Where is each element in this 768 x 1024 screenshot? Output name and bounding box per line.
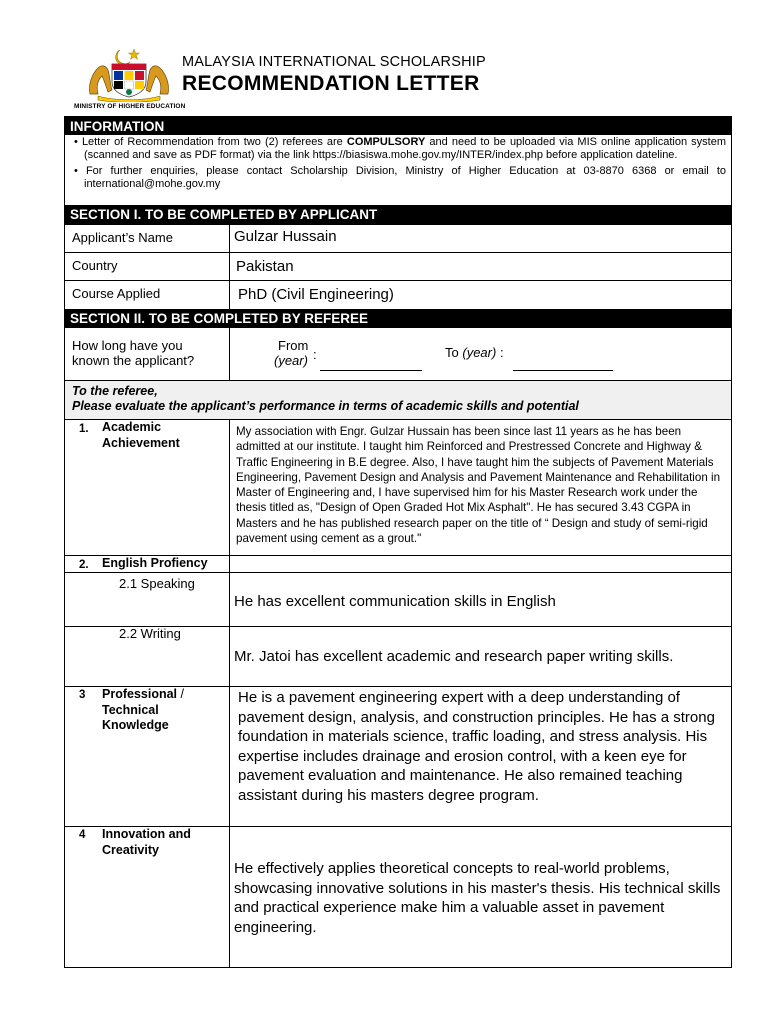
item21-answer: He has excellent communication skills in English (234, 593, 556, 610)
from-colon: : (313, 347, 317, 362)
item4-answer: He effectively applies theoretical concepts to real-world problems, showcasing innovative solutions in his master's thesis. His technical skills and practical experience make him a valuable asset in pavement engineering. (234, 860, 721, 936)
course-label: Course Applied (72, 286, 161, 301)
to-year-blank (513, 370, 613, 371)
item2-label: English Profiency (102, 556, 208, 570)
info-bullet-2: • For further enquiries, please contact Scholarship Division, Ministry of Higher Education at 03-8870 6368 or email to international@mohe.gov.my (74, 165, 726, 190)
item2-number: 2. (79, 559, 89, 571)
from-label: From (278, 338, 309, 353)
information-heading: INFORMATION (65, 117, 731, 135)
item3-number: 3 (79, 689, 86, 701)
item4-label: Innovation and Creativity (102, 827, 191, 857)
country-label: Country (72, 258, 118, 273)
item22-answer: Mr. Jatoi has excellent academic and research paper writing skills. (234, 648, 674, 665)
info-bullet-1: • Letter of Recommendation from two (2) referees are COMPULSORY and need to be uploaded via MIS online application system (scanned and save as PDF format) via the link https://biasiswa.mohe.gov.my/INTER/index.php before application dateline. (74, 136, 727, 161)
referee-instruction: To the referee, Please evaluate the applicant’s performance in terms of academic skills and potential (72, 384, 579, 413)
item3-label: Professional / Technical Knowledge (102, 687, 184, 732)
item22-label: 2.2 Writing (119, 626, 181, 641)
country-value: Pakistan (236, 258, 294, 275)
item21-label: 2.1 Speaking (119, 576, 195, 591)
item1-number: 1. (79, 423, 89, 435)
to-label: To (year) : (445, 345, 504, 360)
from-year-label: (year) (274, 353, 308, 368)
item1-answer: My association with Engr. Gulzar Hussain has been since last 11 years as he has been admitted at our institute. I taught him Reinforced and Prestressed Concrete and Highway & Traffic Engineering in B.E degree. Also, I have taught him the subjects of Pavement Materials Engineering, Pavement Design and Analysis and Pavement Maintenance and Rehabilitation in Master of Engineering and, I have supervised him for his Master Research work under the thesis titled as, "Design of Open Graded Hot Mix Asphalt". He has secured 3.43 CGPA in Masters and he has published research paper on the title of “ Design and study of semi-rigid pavement using cement as a grout." (236, 425, 721, 546)
coat-of-arms-icon (84, 46, 174, 102)
section2-heading: SECTION II. TO BE COMPLETED BY REFEREE (65, 309, 731, 328)
item3-answer: He is a pavement engineering expert with a deep understanding of pavement design, analysis, and construction principles. He has a strong foundation in materials science, traffic loading, and stress analysis. His expertise includes drainage and erosion control, with a keen eye for pavement evaluation and maintenance. He also remained teaching assistant during his masters degree program. (238, 689, 715, 804)
known-duration-label: How long have you known the applicant? (72, 338, 195, 368)
section1-heading: SECTION I. TO BE COMPLETED BY APPLICANT (65, 205, 731, 224)
item4-number: 4 (79, 829, 86, 841)
from-year-blank (320, 370, 422, 371)
scholarship-title: MALAYSIA INTERNATIONAL SCHOLARSHIP (182, 54, 486, 70)
applicant-name-label: Applicant’s Name (72, 230, 173, 245)
form-title: RECOMMENDATION LETTER (182, 72, 480, 95)
item1-label: Academic Achievement (102, 420, 180, 450)
applicant-name-value: Gulzar Hussain (234, 228, 337, 245)
information-text (70, 136, 726, 190)
ministry-caption: MINISTRY OF HIGHER EDUCATION (74, 103, 186, 110)
course-value: PhD (Civil Engineering) (238, 286, 394, 303)
